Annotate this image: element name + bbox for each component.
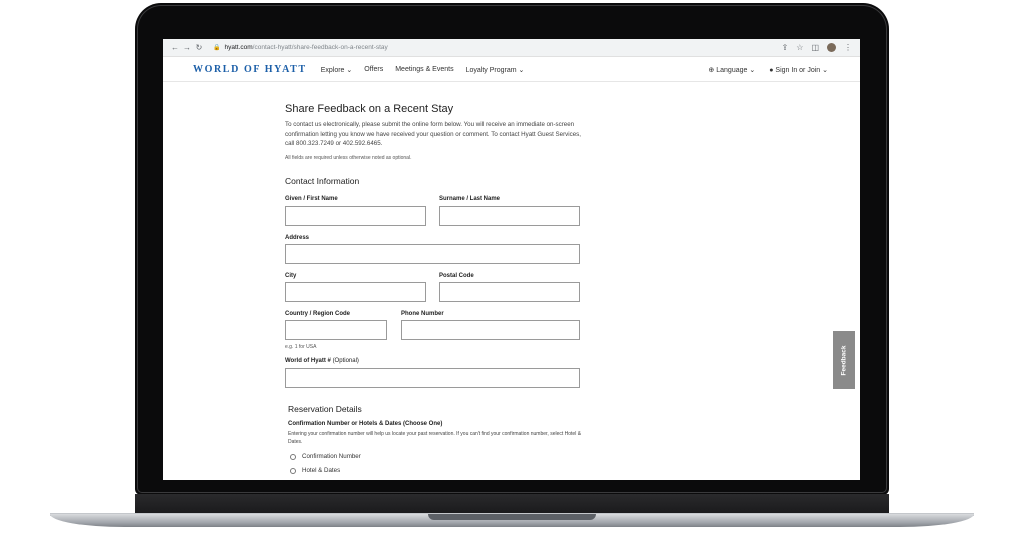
feedback-form [285, 103, 615, 186]
last-name-field[interactable] [439, 206, 580, 226]
user-icon: ● [769, 66, 774, 74]
laptop-notch [428, 514, 596, 520]
chevron-down-icon: ⌄ [346, 66, 353, 74]
radio-confirmation-label: Confirmation Number [302, 453, 361, 460]
first-name-field[interactable] [285, 206, 426, 226]
signin-label: Sign In or Join [775, 66, 821, 74]
side-panel-icon[interactable]: ◫ [811, 43, 819, 52]
page-title: Share Feedback on a Recent Stay [285, 103, 454, 115]
country-hint: e.g. 1 for USA [285, 344, 317, 350]
nav-explore-label: Explore [320, 66, 345, 74]
url-path: /contact-hyatt/share-feedback-on-a-recent-stay [252, 44, 388, 51]
country-group [285, 311, 350, 317]
first-name-group [285, 196, 338, 202]
nav-meetings[interactable]: Meetings & Events [395, 65, 454, 73]
lock-icon: 🔒 [213, 45, 221, 51]
reservation-heading: Reservation Details [288, 404, 362, 414]
laptop-chin [135, 494, 889, 514]
postal-code-label: Postal Code [439, 273, 474, 279]
woh-label [285, 358, 359, 364]
radio-button[interactable] [290, 454, 296, 460]
radio-confirmation-number[interactable] [290, 453, 361, 460]
phone-label: Phone Number [401, 311, 444, 317]
nav-loyalty[interactable] [466, 66, 525, 74]
country-code-field[interactable] [285, 320, 387, 340]
radio-hotel-dates[interactable] [290, 467, 340, 474]
woh-group [285, 358, 359, 364]
last-name-group [439, 196, 500, 202]
reload-icon[interactable]: ↻ [195, 43, 203, 52]
feedback-tab[interactable] [833, 331, 855, 389]
city-label: City [285, 273, 297, 279]
profile-avatar[interactable] [827, 43, 836, 52]
nav-loyalty-label: Loyalty Program [465, 66, 517, 74]
contact-heading: Contact Information [285, 175, 360, 186]
bookmark-star-icon[interactable]: ☆ [796, 43, 804, 52]
kebab-menu-icon[interactable]: ⋮ [844, 43, 852, 52]
country-code-label: Country / Region Code [285, 311, 350, 317]
chevron-down-icon: ⌄ [749, 66, 756, 74]
address-group [285, 235, 309, 241]
share-icon[interactable]: ⇪ [781, 43, 789, 52]
radio-button[interactable] [290, 468, 296, 474]
signin-menu[interactable] [769, 66, 828, 74]
chevron-down-icon: ⌄ [518, 66, 525, 74]
address-label: Address [285, 235, 310, 241]
phone-field[interactable] [401, 320, 580, 340]
browser-screen [163, 39, 860, 480]
address-field[interactable] [285, 244, 580, 264]
back-arrow-icon[interactable]: ← [171, 43, 179, 52]
phone-group [401, 311, 444, 317]
nav-explore[interactable] [321, 66, 353, 74]
url-host: hyatt.com [224, 44, 253, 51]
city-group [285, 273, 296, 279]
globe-icon: ⊕ [708, 66, 715, 74]
forward-arrow-icon[interactable]: → [183, 43, 191, 52]
feedback-tab-label: Feedback [840, 345, 848, 375]
required-note: All fields are required unless otherwise noted as optional. [285, 154, 412, 161]
optional-tag: (Optional) [332, 358, 359, 364]
city-field[interactable] [285, 282, 426, 302]
chevron-down-icon: ⌄ [822, 66, 828, 74]
site-navigation [163, 58, 860, 82]
language-label: Language [716, 66, 748, 74]
intro-text: To contact us electronically, please submit the online form below. You will receive an immediate on-screen confirmation letting you know we have received your question or comment. To contact Hyatt Guest Services, call 800.323.7249 or 402.592.6465. [285, 121, 581, 147]
radio-hotel-label: Hotel & Dates [302, 467, 341, 474]
choose-label: Confirmation Number or Hotels & Dates (Choose One) [288, 421, 443, 427]
woh-label-text: World of Hyatt # [285, 358, 331, 364]
nav-offers[interactable]: Offers [364, 65, 384, 73]
first-name-label: Given / First Name [285, 196, 338, 202]
world-of-hyatt-logo[interactable]: WORLD OF HYATT [193, 64, 307, 75]
language-selector[interactable] [708, 66, 755, 74]
postal-code-field[interactable] [439, 282, 580, 302]
browser-toolbar [163, 39, 860, 57]
world-of-hyatt-number-field[interactable] [285, 368, 580, 388]
choose-group [288, 421, 442, 427]
postal-group [439, 273, 474, 279]
choose-description: Entering your confirmation number will help us locate your past reservation. If you can't find your confirmation number, select Hotel & Dates. [288, 431, 582, 445]
address-bar[interactable] [213, 41, 782, 55]
last-name-label: Surname / Last Name [439, 196, 501, 202]
